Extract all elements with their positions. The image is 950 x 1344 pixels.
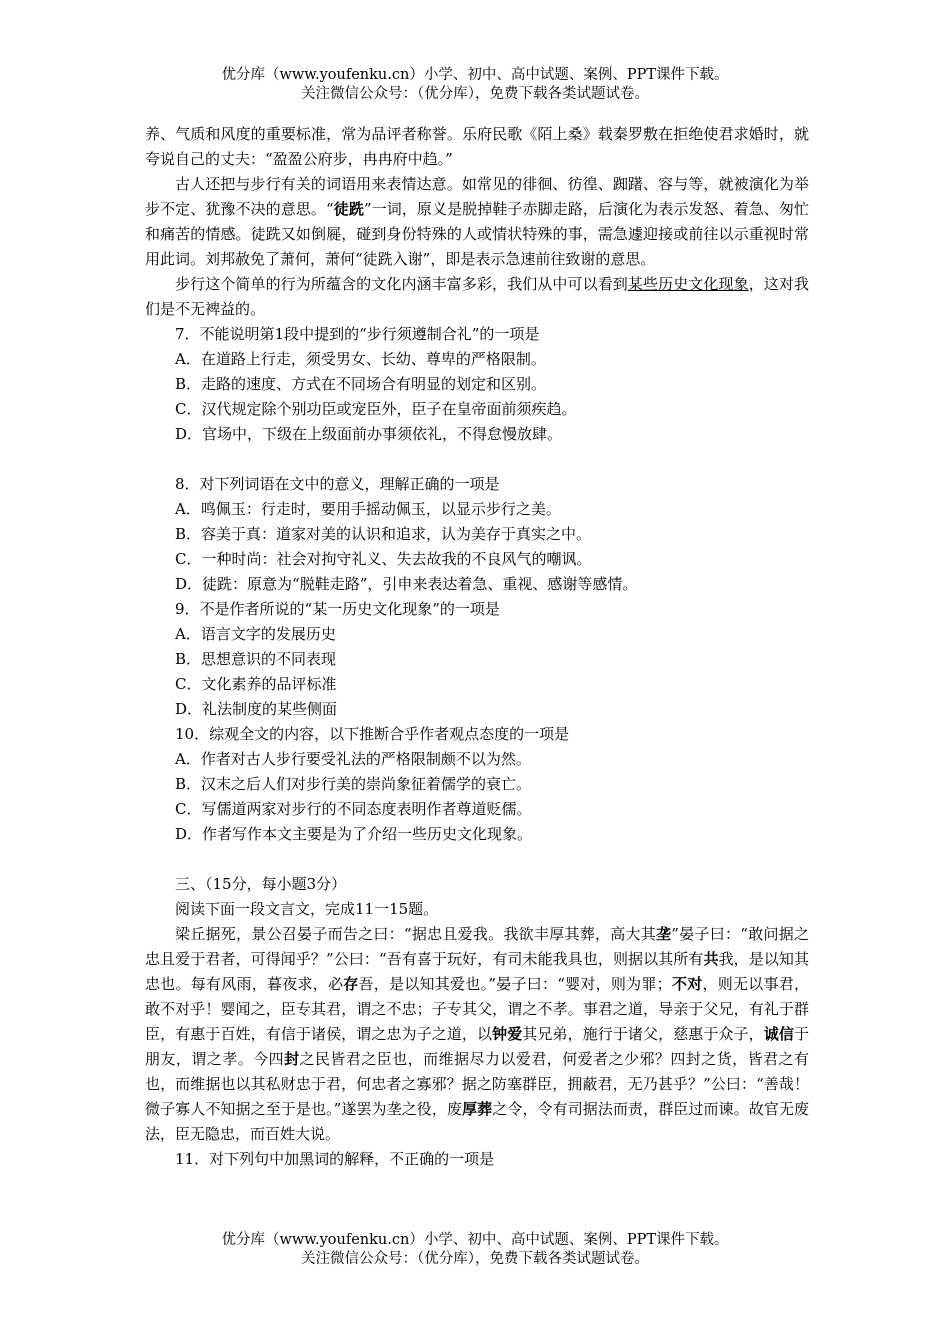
passage-paragraph-3: 步行这个简单的行为所蕴含的文化内涵丰富多彩，我们从中可以看到某些历史文化现象，这对我们是不无裨益的。: [145, 275, 809, 318]
question-9-option: D．礼法制度的某些侧面: [175, 700, 338, 718]
question-8-stem: 8．对下列词语在文中的意义，理解正确的一项是: [175, 475, 500, 493]
question-7-option: C．汉代规定除个别功臣或宠臣外，臣子在皇帝面前须疾趋。: [175, 400, 577, 418]
classical-text: 梁丘据死，景公召晏子而告之曰：“据忠且爱我。我欲丰厚其葬，高大其垄”晏子曰：“敢问据之忠且爱于君者，可得闻乎？”公曰：“吾有喜于玩好，有司未能我具也，则据以其所有共我，是以知其忠也。每有风雨，暮夜求，必存吾，是以知其爱也。”晏子曰：“婴对，则为罪；不对，则无以事君，敢不对乎！婴闻之，臣专其君，谓之不忠；子专其父，谓之不孝。事君之道，导亲于父兄，有礼于群臣，有惠于百姓，有信于诸侯，谓之忠为子之道，以钟爱其兄弟，施行于诸父，慈惠于众子，诚信于朋友，谓之孝。今四封之民皆君之臣也，而维据尽力以爱君，何爱者之少邪？四封之货，皆君之有也，而维据也以其私财忠于君，何忠者之寡邪？据之防塞群臣，拥蔽君，无乃甚乎？”公曰：“善哉！微子寡人不知据之至于是也。”遂罢为垄之役，废厚葬之令，令有司据法而责，群臣过而谏。故官无废法，臣无隐忠，而百姓大说。: [145, 925, 809, 1143]
question-8-option: B．容美于真：道家对美的认识和追求，认为美存于真实之中。: [175, 525, 592, 543]
bold-term: 徒跣: [333, 200, 364, 218]
question-10-option: D．作者写作本文主要是为了介绍一些历史文化现象。: [175, 825, 533, 843]
question-7-stem: 7．不能说明第1段中提到的“步行须遵制合礼”的一项是: [175, 325, 540, 343]
passage-paragraph-2: 古人还把与步行有关的词语用来表情达意。如常见的徘徊、彷徨、踟躇、容与等，就被演化为举步不定、犹豫不决的意思。“徒跣”一词，原义是脱掉鞋子赤脚走路，后演化为表示发怒、着急、匆忙和痛苦的情感。徒跣又如倒屣，碰到身份特殊的人或情状特殊的事，需急遽迎接或前往以示重视时常用此词。刘邦赦免了萧何，萧何“徒跣入谢”，即是表示急速前往致谢的意思。: [145, 175, 809, 268]
question-7-option: B．走路的速度、方式在不同场合有明显的划定和区别。: [175, 375, 547, 393]
bold-word: 钟爱: [492, 1025, 523, 1043]
document-body: [145, 122, 809, 1172]
bold-word: 不对: [671, 975, 703, 993]
question-9-option: A．语言文字的发展历史: [175, 625, 336, 643]
header-line-2: 关注微信公众号：（优分库），免费下载各类试题试卷。: [301, 86, 649, 102]
section-3-instruction: 阅读下面一段文言文，完成11一15题。: [175, 900, 439, 918]
page-footer: [0, 1231, 950, 1269]
bold-word: 诚信: [763, 1025, 794, 1043]
page-header: [0, 66, 950, 104]
question-10-option: A．作者对古人步行要受礼法的严格限制颇不以为然。: [175, 750, 531, 768]
header-line-1: 优分库（www.youfenku.cn）小学、初中、高中试题、案例、PPT课件下载。: [221, 67, 729, 83]
bold-word: 共: [703, 950, 719, 968]
underlined-phrase: 某些历史文化现象: [627, 275, 749, 293]
question-9-option: B．思想意识的不同表现: [175, 650, 337, 668]
question-9-stem: 9．不是作者所说的“某一历史文化现象”的一项是: [175, 600, 500, 618]
spacer: [145, 847, 809, 872]
passage-paragraph-1: 养、气质和风度的重要标准，常为品评者称誉。乐府民歌《陌上桑》载秦罗敷在拒绝使君求婚时，就夸说自己的丈夫：“盈盈公府步，冉冉府中趋。”: [145, 125, 809, 168]
bold-word: 厚葬: [462, 1100, 493, 1118]
question-9-option: C．文化素养的品评标准: [175, 675, 337, 693]
bold-word: 封: [284, 1050, 300, 1068]
question-8-option: D．徒跣：原意为“脱鞋走路”，引申来表达着急、重视、感谢等感情。: [175, 575, 638, 593]
question-7-option: D．官场中，下级在上级面前办事须依礼，不得怠慢放肆。: [175, 425, 563, 443]
question-11-stem: 11．对下列句中加黑词的解释，不正确的一项是: [175, 1150, 495, 1168]
question-10-option: B．汉末之后人们对步行美的崇尚象征着儒学的衰亡。: [175, 775, 532, 793]
question-8-option: C．一种时尚：社会对拘守礼义、失去故我的不良风气的嘲讽。: [175, 550, 592, 568]
question-7-option: A．在道路上行走，须受男女、长幼、尊卑的严格限制。: [175, 350, 546, 368]
spacer: [145, 447, 809, 472]
question-10-option: C．写儒道两家对步行的不同态度表明作者尊道贬儒。: [175, 800, 532, 818]
question-10-stem: 10．综观全文的内容，以下推断合乎作者观点态度的一项是: [175, 725, 570, 743]
footer-line-1: 优分库（www.youfenku.cn）小学、初中、高中试题、案例、PPT课件下载。: [221, 1232, 729, 1248]
bold-word: 垄: [656, 925, 672, 943]
footer-line-2: 关注微信公众号：（优分库），免费下载各类试题试卷。: [301, 1251, 649, 1267]
bold-word: 存: [343, 975, 359, 993]
question-8-option: A．鸣佩玉：行走时，要用手摇动佩玉，以显示步行之美。: [175, 500, 561, 518]
section-3-title: 三、（15分，每小题3分）: [175, 875, 347, 893]
